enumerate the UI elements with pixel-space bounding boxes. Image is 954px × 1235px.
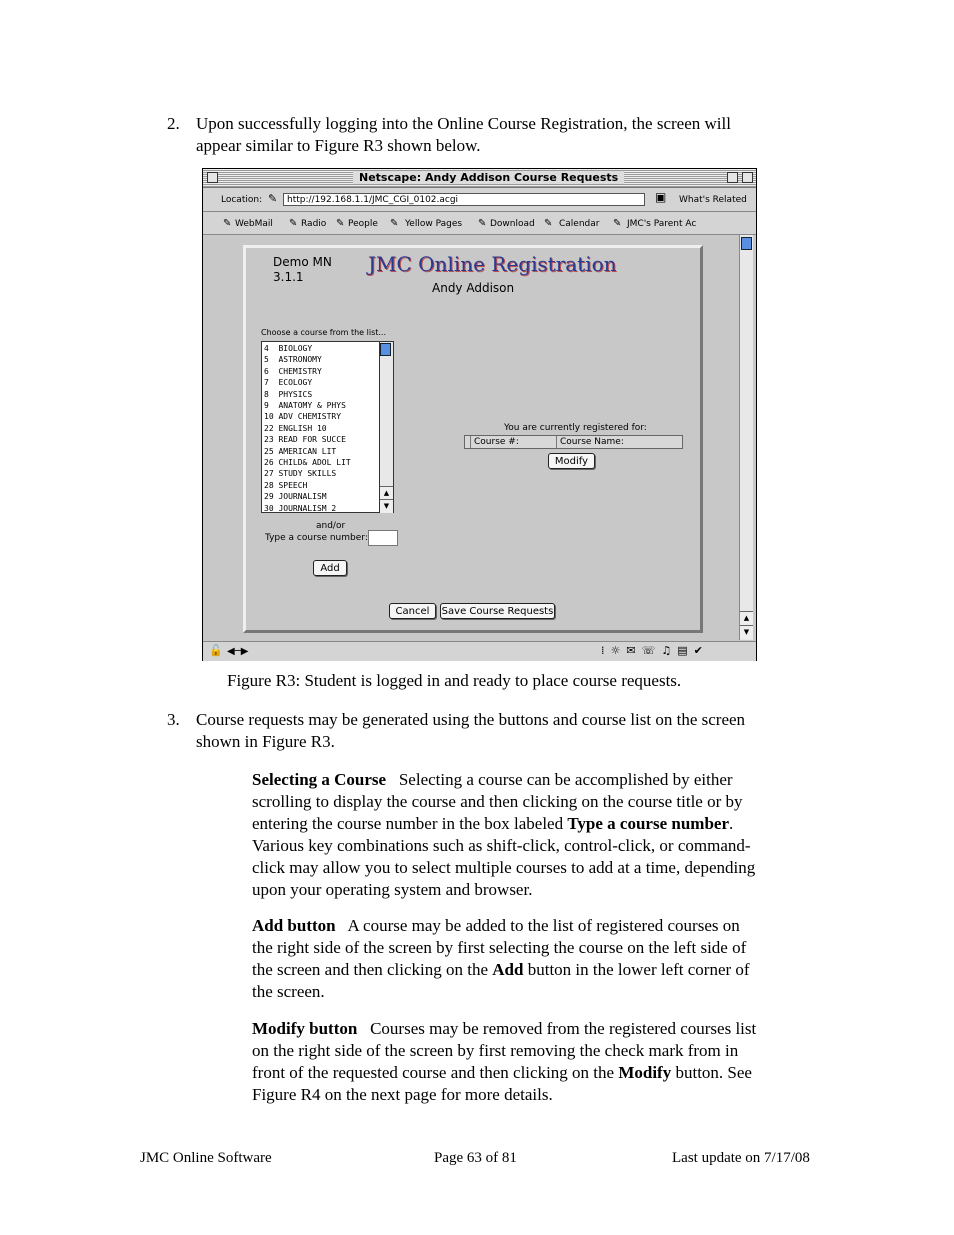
text-line: Figure R4 on the next page for more details. xyxy=(252,1085,553,1104)
bookmark-yellow-pages: Yellow Pages xyxy=(405,219,463,229)
course-list xyxy=(261,341,394,513)
registration-panel xyxy=(243,245,703,633)
section-heading: Modify button xyxy=(252,1019,358,1038)
scroll-down-arrow-icon: ▼ xyxy=(740,625,753,639)
footer-page-number: Page 63 of 81 xyxy=(434,1150,517,1166)
course-list-item: 30 JOURNALISM 2 xyxy=(264,503,337,513)
status-bar xyxy=(203,641,756,661)
footer-left: JMC Online Software xyxy=(140,1150,272,1166)
text-line: scrolling to display the course and then clicking on the course title or by xyxy=(252,792,743,811)
modify-button: Modify xyxy=(548,453,595,469)
section-heading: Add button xyxy=(252,916,336,935)
text-line: upon your operating system and browser. xyxy=(252,880,533,899)
bookmark-radio: Radio xyxy=(301,219,327,229)
scroll-thumb xyxy=(380,343,391,356)
page-content xyxy=(208,235,737,640)
course-list-scrollbar xyxy=(379,342,393,512)
course-name-header: Course Name: xyxy=(560,437,624,447)
app-title: JMC Online Registration xyxy=(368,252,617,276)
bookmark-icon: ✎ xyxy=(336,218,345,229)
course-list-item: 10 ADV CHEMISTRY xyxy=(264,412,342,422)
bookmark-people: People xyxy=(348,219,378,229)
bold-term: Modify xyxy=(618,1063,672,1082)
bold-term: Add xyxy=(492,960,524,979)
course-list-item: 8 PHYSICS xyxy=(264,389,313,399)
url-field: http://192.168.1.1/JMC_CGI_0102.acgi xyxy=(283,193,645,206)
course-list-item: 28 SPEECH xyxy=(264,480,308,490)
add-button: Add xyxy=(313,560,347,576)
step-3-text xyxy=(196,709,816,753)
bookmark-calendar: Calendar xyxy=(559,219,600,229)
scroll-up-arrow-icon: ▲ xyxy=(380,486,393,500)
course-list-item: 23 READ FOR SUCCE xyxy=(264,435,346,445)
text-span: entering the course number in the box labeled xyxy=(252,814,568,833)
course-list-item: 9 ANATOMY & PHYS xyxy=(264,401,346,411)
text-line xyxy=(252,813,822,835)
section-heading: Selecting a Course xyxy=(252,770,387,789)
text-span: front of the requested course and then clicking on the xyxy=(252,1063,619,1082)
component-bar-icons: ⁞☼✉☏♫▤✔ xyxy=(601,644,709,657)
text-line: appear similar to Figure R3 shown below. xyxy=(196,136,481,155)
course-number-header: Course #: xyxy=(471,436,557,448)
save-course-requests-button: Save Course Requests xyxy=(440,603,555,619)
bookmark-jmc-parent: JMC's Parent Ac xyxy=(627,219,697,229)
course-list-item: 27 STUDY SKILLS xyxy=(264,469,337,479)
bookmarks-toolbar xyxy=(203,212,756,235)
text-span: the screen and then clicking on the xyxy=(252,960,493,979)
text-span: button. See xyxy=(671,1063,752,1082)
window-titlebar xyxy=(203,169,756,188)
text-line: shown in Figure R3. xyxy=(196,732,335,751)
figure-caption: Figure R3: Student is logged in and ready to place course requests. xyxy=(227,671,682,690)
course-list-item: 22 ENGLISH 10 xyxy=(264,423,327,433)
zoom-box-icon xyxy=(727,172,738,183)
text-line: Course requests may be generated using the buttons and course list on the screen xyxy=(196,710,746,729)
text-line xyxy=(252,769,822,791)
text-line: the right side of the screen by first selecting the course on the left side of xyxy=(252,938,747,957)
text-line: Various key combinations such as shift-click, control-click, or command- xyxy=(252,836,751,855)
bookmark-icon: ✎ xyxy=(613,218,622,229)
course-list-item: 5 ASTRONOMY xyxy=(264,355,322,365)
add-button-section xyxy=(252,915,822,1003)
bookmark-icon: ✎ xyxy=(390,218,399,229)
text-line xyxy=(252,915,822,937)
text-line xyxy=(252,959,822,981)
type-course-label: Type a course number: xyxy=(265,533,368,543)
registered-label: You are currently registered for: xyxy=(504,423,647,433)
collapse-box-icon xyxy=(742,172,753,183)
text-span: Selecting a course can be accomplished by either xyxy=(398,770,733,789)
course-list-item: 29 JOURNALISM xyxy=(264,492,327,502)
course-list-item: 6 CHEMISTRY xyxy=(264,366,322,376)
scroll-down-arrow-icon: ▼ xyxy=(380,499,393,513)
step-number: 3. xyxy=(167,710,180,729)
student-name: Andy Addison xyxy=(432,281,515,295)
text-span: . xyxy=(729,814,734,833)
scroll-up-arrow-icon: ▲ xyxy=(740,611,753,625)
bookmark-icon: ✎ xyxy=(289,218,298,229)
connection-icon: ◀─▶ xyxy=(227,646,249,657)
course-list-items xyxy=(264,343,351,514)
and-or-label: and/or xyxy=(316,521,346,531)
district-name: Demo MN xyxy=(273,255,332,269)
bookmark-icon: ✎ xyxy=(223,218,232,229)
page-proxy-icon: ✎ xyxy=(268,192,278,205)
choose-course-label: Choose a course from the list... xyxy=(261,328,387,337)
course-list-item: 26 CHILD& ADOL LIT xyxy=(264,458,351,468)
scroll-thumb xyxy=(741,237,752,250)
bold-term: Type a course number xyxy=(567,814,729,833)
text-line: on the right side of the screen by first removing the check mark from in xyxy=(252,1041,739,1060)
selecting-course-section xyxy=(252,769,822,901)
text-line: click may allow you to select multiple courses to add at a time, depending xyxy=(252,858,756,877)
text-span: Courses may be removed from the registered courses list xyxy=(370,1019,757,1038)
location-label: Location: xyxy=(221,195,263,205)
course-list-item: 25 AMERICAN LIT xyxy=(264,446,337,456)
text-span: button in the lower left corner of xyxy=(523,960,750,979)
bookmark-icon: ✎ xyxy=(544,218,553,229)
page-scrollbar xyxy=(739,235,753,640)
step-number: 2. xyxy=(167,114,180,133)
modify-button-section xyxy=(252,1018,822,1106)
text-line: the screen. xyxy=(252,982,325,1001)
registered-courses-table xyxy=(464,435,683,449)
whats-related-label: What's Related xyxy=(679,195,747,205)
text-span: A course may be added to the list of registered courses on xyxy=(347,916,740,935)
course-list-item: 4 BIOLOGY xyxy=(264,344,313,353)
bookmark-download: Download xyxy=(490,219,535,229)
security-lock-icon: 🔓 xyxy=(209,644,223,657)
course-list-item: 7 ECOLOGY xyxy=(264,378,313,388)
location-toolbar xyxy=(203,188,756,212)
bookmark-webmail: WebMail xyxy=(235,219,273,229)
bookmark-icon: ✎ xyxy=(478,218,487,229)
course-number-input xyxy=(368,530,398,546)
cancel-button: Cancel xyxy=(389,603,436,619)
related-icon: ▣ xyxy=(655,190,667,204)
version-number: 3.1.1 xyxy=(273,270,304,284)
browser-window-screenshot xyxy=(202,168,757,661)
step-2-text xyxy=(196,113,816,157)
text-line xyxy=(252,1062,822,1084)
text-line xyxy=(252,1018,822,1040)
close-box-icon xyxy=(207,172,218,183)
footer-last-update: Last update on 7/17/08 xyxy=(672,1150,810,1166)
text-line: Upon successfully logging into the Online Course Registration, the screen will xyxy=(196,114,731,133)
window-title: Netscape: Andy Addison Course Requests xyxy=(353,171,624,184)
